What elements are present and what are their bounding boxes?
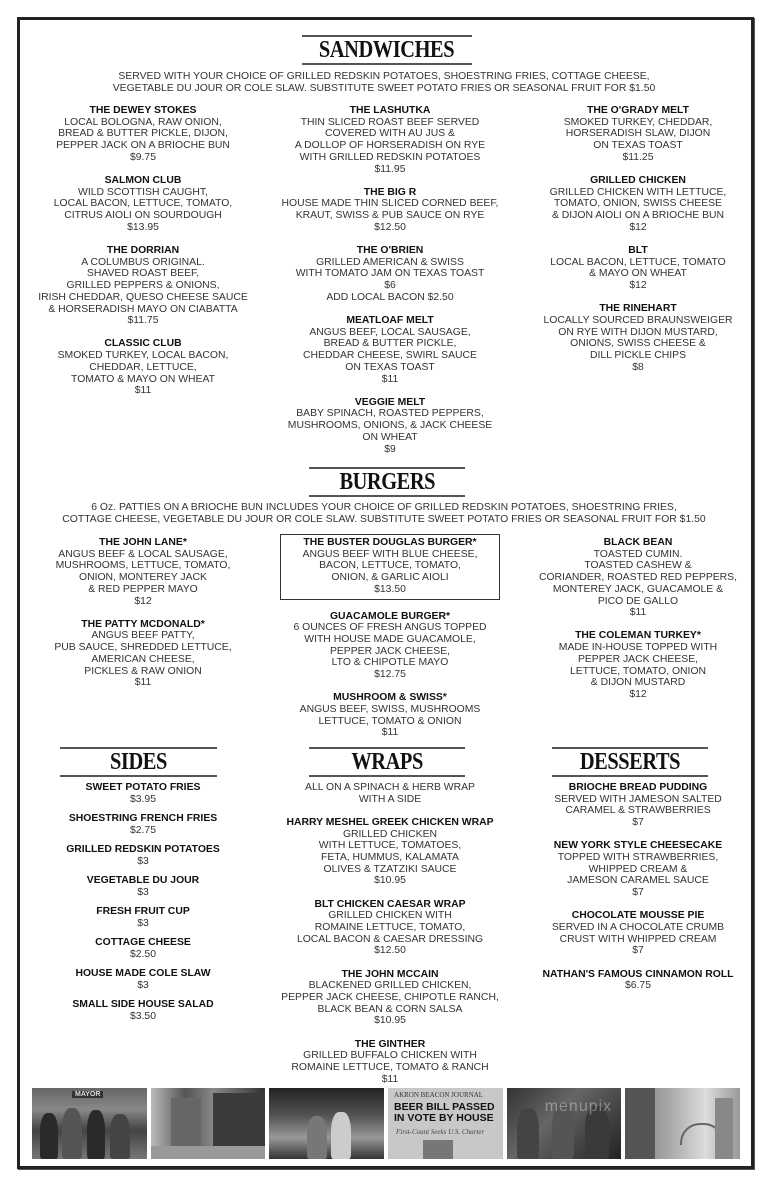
item-description: PEPPER JACK CHEESE, CHIPOTLE RANCH, (281, 992, 499, 1004)
item-description: GRILLED AMERICAN & SWISS (316, 256, 464, 268)
item-price: $3 (137, 917, 149, 929)
item-name: THE JOHN MCCAIN (341, 968, 439, 980)
desserts-title: DESSERTS (579, 749, 681, 775)
item-price: $12 (629, 221, 647, 233)
item-description: WHIPPED CREAM & (588, 863, 688, 875)
item-description: ONION, & GARLIC AIOLI (331, 572, 449, 584)
item-price: $6 (384, 280, 396, 292)
item-description: SERVED WITH JAMESON SALTED (554, 793, 722, 805)
item-name: CLASSIC CLUB (104, 338, 182, 350)
item-description: THIN SLICED ROAST BEEF SERVED (300, 116, 480, 128)
intro-line: COTTAGE CHEESE, VEGETABLE DU JOUR OR COLE SLAW. SUBSTITUTE SWEET POTATO FRIES OR SEASONAL FRUIT FOR $1.50 (62, 513, 706, 525)
item-price: $2.75 (129, 824, 156, 836)
item-description: TOPPED WITH STRAWBERRIES, (557, 852, 719, 864)
item-description: DILL PICKLE CHIPS (589, 350, 687, 362)
intro-line: VEGETABLE DU JOUR OR COLE SLAW. SUBSTITUTE SWEET POTATO FRIES OR SEASONAL FRUIT FOR $1.50 (112, 82, 656, 94)
item-name: VEGGIE MELT (354, 396, 426, 408)
item-price: $11 (134, 385, 152, 397)
menu-item-sweet-potato-fries (23, 782, 263, 805)
item-price: $10.95 (374, 875, 406, 887)
item-description: SHAVED ROAST BEEF, (86, 268, 200, 280)
item-description: & RED PEPPER MAYO (88, 583, 198, 595)
item-name: THE BIG R (363, 186, 417, 198)
item-description: BREAD & BUTTER PICKLE, (323, 338, 457, 350)
item-description: & DIJON MUSTARD (590, 677, 686, 689)
item-description: LOCAL BACON & CAESAR DRESSING (296, 933, 484, 945)
item-description: BABY SPINACH, ROASTED PEPPERS, (296, 408, 484, 420)
item-name: HOUSE MADE COLE SLAW (75, 968, 211, 979)
menu-item-chocolate-mousse-pie (518, 910, 758, 957)
item-description: LOCAL BOLOGNA, RAW ONION, (64, 116, 222, 128)
item-price: $8 (632, 361, 644, 373)
item-name: MUSHROOM & SWISS* (333, 692, 447, 704)
menu-item-note (270, 782, 510, 805)
sides-heading (60, 747, 217, 777)
item-price: $9 (384, 443, 396, 455)
item-name: THE COLEMAN TURKEY* (575, 630, 701, 642)
item-price: $9.75 (129, 151, 156, 163)
item-price: $3 (137, 855, 149, 867)
burgers-col-3 (518, 537, 758, 712)
item-price: $11 (629, 607, 647, 619)
item-description: PEPPER JACK ON A BRIOCHE BUN (56, 140, 230, 152)
item-description: MUSHROOMS, ONIONS, & JACK CHEESE (287, 420, 493, 432)
item-name: THE O'BRIEN (356, 245, 424, 257)
item-description: A COLUMBUS ORIGINAL. (81, 256, 205, 268)
item-description: & DIJON AIOLI ON A BRIOCHE BUN (551, 210, 725, 222)
item-price: $12 (134, 595, 152, 607)
sides-list (23, 782, 263, 1030)
item-description: ONION, MONTEREY JACK (79, 572, 207, 584)
menu-item-the-o-brien (270, 245, 510, 304)
item-description: TOMATO, ONION, SWISS CHEESE (553, 198, 722, 210)
photo-strip (32, 1088, 740, 1159)
item-description: PEPPER JACK CHEESE, (329, 645, 451, 657)
item-description: MADE IN-HOUSE TOPPED WITH (558, 642, 718, 654)
item-name: THE GINTHER (354, 1038, 426, 1050)
item-description: BLACKENED GRILLED CHICKEN, (308, 980, 472, 992)
menu-item-the-buster-douglas-burger (280, 534, 500, 600)
item-description: GRILLED BUFFALO CHICKEN WITH (303, 1050, 477, 1062)
menu-item-the-ginther (270, 1039, 510, 1086)
item-name: SWEET POTATO FRIES (85, 782, 201, 793)
item-description: ADD LOCAL BACON $2.50 (326, 291, 454, 303)
sandwiches-col-2 (270, 105, 510, 467)
item-price: $13.50 (374, 583, 406, 595)
menu-item-grilled-redskin-potatoes (23, 844, 263, 867)
item-description: ALL ON A SPINACH & HERB WRAP (305, 782, 475, 793)
item-name: VEGETABLE DU JOUR (86, 875, 200, 886)
item-price: $7 (632, 817, 644, 829)
item-description: TOASTED CUMIN. (593, 548, 683, 560)
item-description: SMOKED TURKEY, LOCAL BACON, (57, 350, 229, 362)
sandwiches-title: SANDWICHES (319, 37, 455, 63)
menu-item-meatloaf-melt (270, 315, 510, 385)
item-description: KRAUT, SWISS & PUB SAUCE ON RYE (295, 210, 485, 222)
burgers-intro (30, 502, 738, 525)
item-description: LOCAL BACON, LETTUCE, TOMATO, (53, 198, 233, 210)
item-description: WITH GRILLED REDSKIN POTATOES (299, 151, 481, 163)
desserts-list (518, 782, 758, 1004)
item-name: THE DORRIAN (106, 245, 180, 257)
item-description: LOCAL BACON, LETTUCE, TOMATO (550, 256, 726, 268)
item-price: $13.95 (127, 221, 159, 233)
photo-mayor-campaign (32, 1088, 147, 1159)
item-description: LETTUCE, TOMATO & ONION (318, 715, 462, 727)
menu-item-the-lashutka (270, 105, 510, 175)
item-description: GRILLED PEPPERS & ONIONS, (66, 280, 220, 292)
item-description: AMERICAN CHEESE, (91, 653, 195, 665)
item-description: & MAYO ON WHEAT (589, 268, 687, 280)
item-name: BLACK BEAN (603, 537, 673, 548)
item-description: BACON, LETTUCE, TOMATO, (319, 560, 461, 572)
intro-line: 6 Oz. PATTIES ON A BRIOCHE BUN INCLUDES YOUR CHOICE OF GRILLED REDSKIN POTATOES, SHOESTRING FRIES, (91, 502, 677, 513)
item-description: MONTEREY JACK, GUACAMOLE & (552, 583, 724, 595)
menu-item-the-john-mccain (270, 969, 510, 1028)
menu-item-house-made-cole-slaw (23, 968, 263, 991)
item-description: CRUST WITH WHIPPED CREAM (559, 933, 717, 945)
item-name: NEW YORK STYLE CHEESECAKE (553, 840, 723, 852)
photo-newspaper (388, 1088, 503, 1159)
item-description: ANGUS BEEF, SWISS, MUSHROOMS (299, 703, 481, 715)
item-description: ROMAINE LETTUCE, TOMATO, (314, 922, 466, 934)
item-name: THE BUSTER DOUGLAS BURGER* (303, 537, 477, 548)
menu-item-veggie-melt (270, 397, 510, 456)
item-description: BLACK BEAN & CORN SALSA (317, 1003, 463, 1015)
item-name: GRILLED CHICKEN (590, 175, 686, 187)
photo-city-arch (625, 1088, 740, 1159)
item-name: GUACAMOLE BURGER* (329, 610, 451, 622)
item-description: WITH TOMATO JAM ON TEXAS TOAST (295, 268, 485, 280)
item-price: $12 (629, 280, 647, 292)
item-description: SMOKED TURKEY, CHEDDAR, (563, 116, 713, 128)
item-price: $12.50 (374, 221, 406, 233)
item-price: $11.25 (622, 151, 654, 163)
item-description: 6 OUNCES OF FRESH ANGUS TOPPED (293, 622, 487, 634)
item-description: MUSHROOMS, LETTUCE, TOMATO, (55, 560, 231, 572)
menu-item-blt-chicken-caesar-wrap (270, 899, 510, 958)
item-description: BREAD & BUTTER PICKLE, DIJON, (58, 128, 228, 140)
wraps-title: WRAPS (351, 749, 423, 775)
menu-item-vegetable-du-jour (23, 875, 263, 898)
sandwiches-col-3 (518, 105, 758, 385)
item-price: $11 (381, 1073, 399, 1085)
item-description: GRILLED CHICKEN WITH LETTUCE, (549, 186, 727, 198)
item-price: $10.95 (374, 1015, 406, 1027)
item-name: BLT CHICKEN CAESAR WRAP (314, 898, 466, 910)
item-price: $3.95 (129, 793, 156, 805)
burgers-title: BURGERS (339, 469, 435, 495)
item-description: & HORSERADISH MAYO ON CIABATTA (48, 303, 238, 315)
menu-item-salmon-club (23, 175, 263, 234)
item-name: MEATLOAF MELT (346, 315, 434, 327)
item-description: PEPPER JACK CHEESE, (577, 653, 699, 665)
item-description: WILD SCOTTISH CAUGHT, (78, 186, 208, 198)
photo-bar-interior (269, 1088, 384, 1159)
item-name: THE RINEHART (599, 303, 677, 315)
item-name: THE LASHUTKA (349, 105, 431, 116)
item-price: $2.50 (129, 948, 156, 960)
menu-item-the-rinehart (518, 303, 758, 373)
menu-item-brioche-bread-pudding (518, 782, 758, 829)
menu-item-classic-club (23, 338, 263, 397)
item-price: $3 (137, 886, 149, 898)
item-description: ON TEXAS TOAST (345, 361, 435, 373)
item-description: TOASTED CASHEW & (584, 560, 692, 572)
item-description: FETA, HUMMUS, KALAMATA (321, 852, 459, 864)
item-name: FRESH FRUIT CUP (96, 906, 190, 917)
menu-item-guacamole-burger (270, 611, 510, 681)
menu-item-shoestring-french-fries (23, 813, 263, 836)
item-description: CHEDDAR, LETTUCE, (89, 361, 197, 373)
menu-item-the-dewey-stokes (23, 105, 263, 164)
item-description: WITH HOUSE MADE GUACAMOLE, (304, 633, 476, 645)
item-description: HOUSE MADE THIN SLICED CORNED BEEF, (281, 198, 499, 210)
item-name: BLT (628, 245, 648, 257)
item-description: OLIVES & TZATZIKI SAUCE (323, 863, 457, 875)
item-name: GRILLED REDSKIN POTATOES (66, 844, 220, 855)
item-description: A DOLLOP OF HORSERADISH ON RYE (294, 140, 486, 152)
item-price: $11.75 (127, 315, 159, 327)
newspaper-title: AKRON BEACON JOURNAL (394, 1091, 484, 1099)
item-name: THE PATTY MCDONALD* (81, 618, 205, 630)
item-description: LOCALLY SOURCED BRAUNSWEIGER (543, 315, 733, 327)
item-name: CHOCOLATE MOUSSE PIE (571, 910, 705, 922)
mayor-sign: MAYOR (72, 1091, 103, 1098)
item-description: ONIONS, SWISS CHEESE & (570, 338, 706, 350)
item-description: PICO DE GALLO (597, 595, 679, 607)
item-description: ANGUS BEEF PATTY, (91, 630, 195, 642)
item-description: PUB SAUCE, SHREDDED LETTUCE, (54, 642, 232, 654)
item-name: BRIOCHE BREAD PUDDING (568, 782, 708, 793)
item-description: LETTUCE, TOMATO, ONION (569, 665, 707, 677)
item-price: $6.75 (624, 980, 651, 992)
menu-item-the-coleman-turkey (518, 630, 758, 700)
item-description: ANGUS BEEF, LOCAL SAUSAGE, (309, 326, 471, 338)
menu-item-nathan-s-famous-cinnamon-roll (518, 969, 758, 992)
menu-item-the-john-lane (23, 537, 263, 607)
item-name: THE JOHN LANE* (99, 537, 187, 548)
item-price: $11 (381, 373, 399, 385)
item-description: COVERED WITH AU JUS & (325, 128, 455, 140)
burgers-heading (309, 467, 465, 497)
item-description: ON TEXAS TOAST (593, 140, 683, 152)
wraps-heading (309, 747, 465, 777)
item-name: NATHAN'S FAMOUS CINNAMON ROLL (542, 968, 734, 980)
item-name: COTTAGE CHEESE (95, 937, 191, 948)
newspaper-headline: BEER BILL PASSED IN VOTE BY HOUSE (394, 1101, 495, 1124)
item-description: WITH A SIDE (358, 793, 422, 805)
intro-line: SERVED WITH YOUR CHOICE OF GRILLED REDSKIN POTATOES, SHOESTRING FRIES, COTTAGE CHEESE, (118, 71, 650, 82)
item-description: CORIANDER, ROASTED RED PEPPERS, (538, 572, 738, 584)
watermark: menupix (544, 1098, 613, 1115)
photo-group-handshake (507, 1088, 622, 1159)
item-name: SALMON CLUB (104, 175, 182, 187)
menu-item-cottage-cheese (23, 937, 263, 960)
item-description: SERVED IN A CHOCOLATE CRUMB (551, 922, 725, 934)
newspaper-subhead: First-Count Seeks U.S. Charter (396, 1128, 485, 1136)
item-name: SMALL SIDE HOUSE SALAD (72, 999, 214, 1010)
item-name: THE O'GRADY MELT (587, 105, 689, 116)
item-description: TOMATO & MAYO ON WHEAT (71, 373, 215, 385)
item-name: THE DEWEY STOKES (89, 105, 197, 116)
menu-item-small-side-house-salad (23, 999, 263, 1022)
item-price: $11 (134, 677, 152, 689)
item-description: ANGUS BEEF WITH BLUE CHEESE, (302, 548, 478, 560)
item-description: GRILLED CHICKEN (342, 828, 438, 840)
photo-street-buildings (151, 1088, 266, 1159)
item-description: ON RYE WITH DIJON MUSTARD, (558, 326, 718, 338)
sandwiches-intro (30, 71, 738, 94)
item-description: CARAMEL & STRAWBERRIES (565, 805, 711, 817)
item-description: WITH LETTUCE, TOMATOES, (318, 840, 462, 852)
menu-item-fresh-fruit-cup (23, 906, 263, 929)
menu-item-black-bean (518, 537, 758, 619)
item-description: IRISH CHEDDAR, QUESO CHEESE SAUCE (38, 291, 248, 303)
desserts-heading (552, 747, 708, 777)
item-description: ANGUS BEEF & LOCAL SAUSAGE, (58, 548, 228, 560)
item-description: GRILLED CHICKEN WITH (328, 910, 452, 922)
menu-item-the-dorrian (23, 245, 263, 327)
item-price: $12.50 (374, 945, 406, 957)
menu-item-harry-meshel-greek-chicken-wrap (270, 817, 510, 887)
item-description: ON WHEAT (362, 431, 418, 443)
menu-item-grilled-chicken (518, 175, 758, 234)
item-price: $3 (137, 979, 149, 991)
item-description: LTO & CHIPOTLE MAYO (331, 657, 449, 669)
wraps-list (270, 782, 510, 1097)
menu-item-mushroom-swiss (270, 692, 510, 739)
item-description: JAMESON CARAMEL SAUCE (567, 875, 709, 887)
sandwiches-heading (302, 35, 472, 65)
menu-item-new-york-style-cheesecake (518, 840, 758, 899)
item-description: PICKLES & RAW ONION (84, 665, 202, 677)
burgers-col-1 (23, 537, 263, 700)
item-price: $7 (632, 945, 644, 957)
item-description: HORSERADISH SLAW, DIJON (565, 128, 711, 140)
menu-item-the-patty-mcdonald (23, 619, 263, 689)
sides-title: SIDES (110, 749, 167, 775)
item-name: SHOESTRING FRENCH FRIES (68, 813, 218, 824)
item-description: CITRUS AIOLI ON SOURDOUGH (64, 210, 222, 222)
item-price: $12.75 (374, 669, 406, 681)
menu-item-the-big-r (270, 187, 510, 234)
item-description: ROMAINE LETTUCE, TOMATO & RANCH (291, 1062, 489, 1074)
burgers-col-2 (270, 537, 510, 751)
menu-item-blt (518, 245, 758, 292)
item-price: $11 (381, 727, 399, 739)
item-name: HARRY MESHEL GREEK CHICKEN WRAP (286, 816, 494, 828)
menu-item-the-o-grady-melt (518, 105, 758, 164)
item-price: $11.95 (374, 163, 406, 175)
item-price: $12 (629, 688, 647, 700)
item-price: $3.50 (129, 1010, 156, 1022)
item-price: $7 (632, 887, 644, 899)
item-description: CHEDDAR CHEESE, SWIRL SAUCE (303, 350, 477, 362)
sandwiches-col-1 (23, 105, 263, 408)
